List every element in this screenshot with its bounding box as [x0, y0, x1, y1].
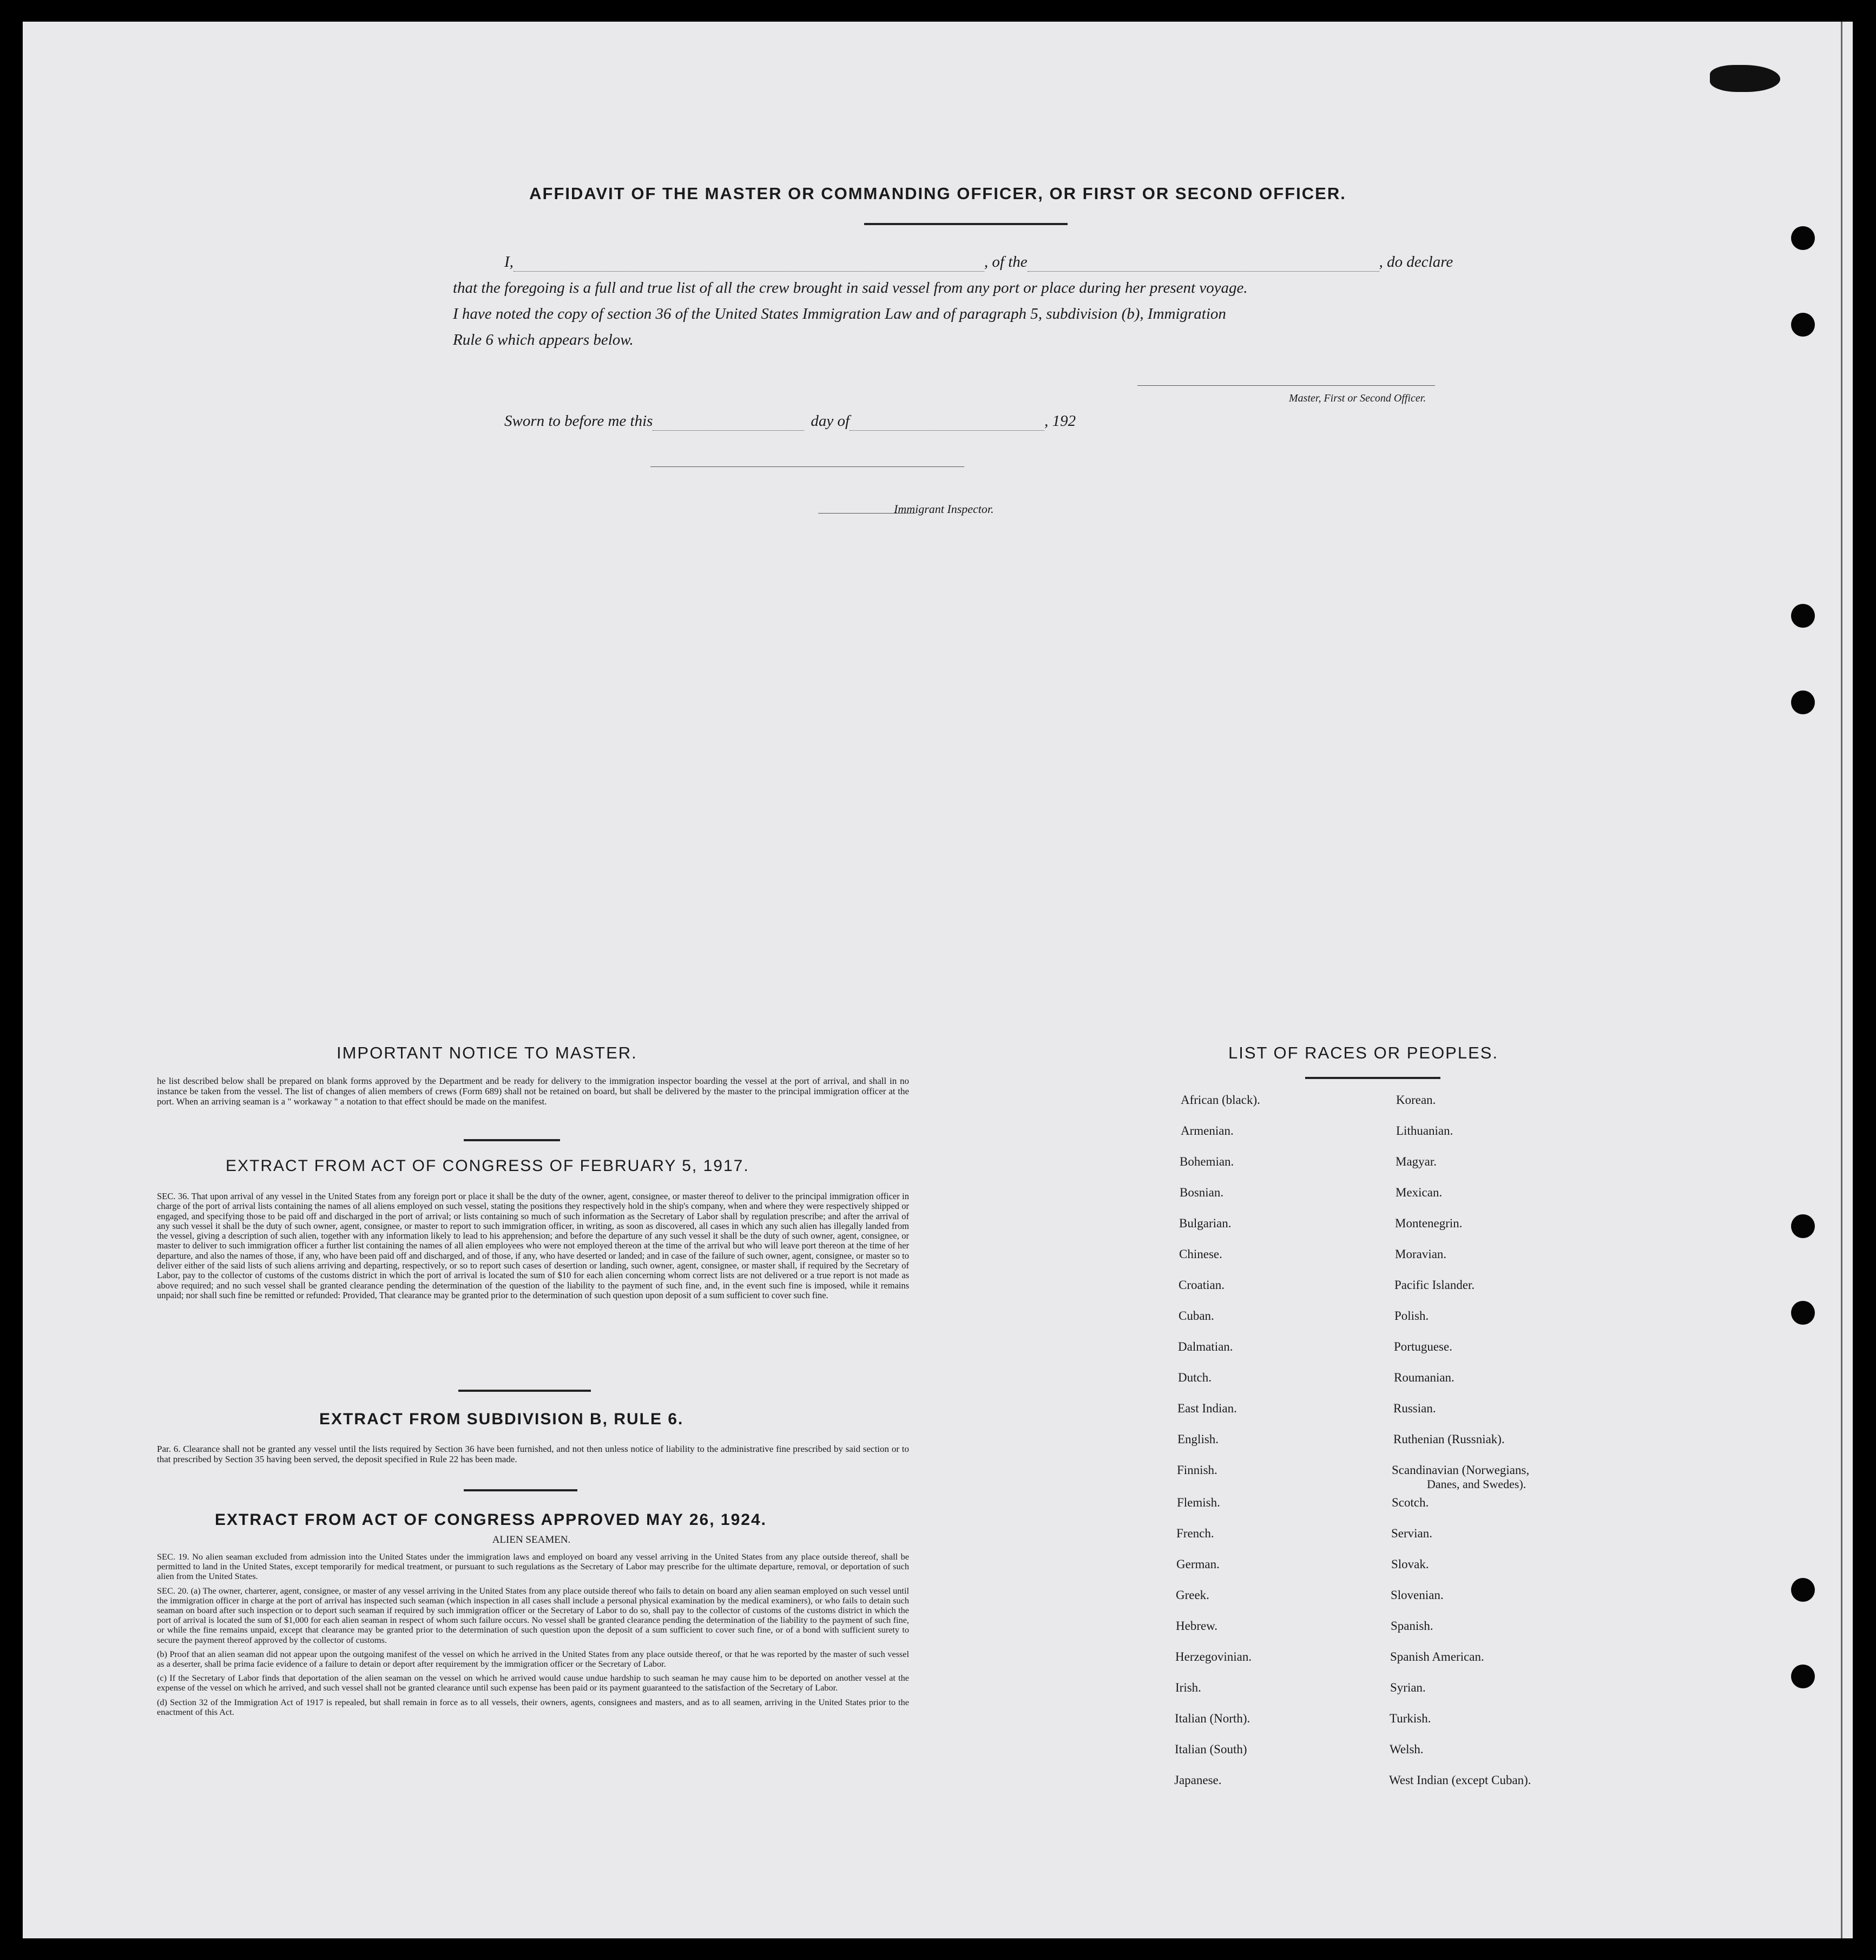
race-col1-item: Hebrew. — [1176, 1619, 1218, 1633]
race-col2-item: Slovenian. — [1391, 1588, 1444, 1602]
binder-hole — [1791, 226, 1815, 250]
race-col2-item: Ruthenian (Russniak). — [1393, 1432, 1505, 1446]
line1-end: , do declare — [1379, 253, 1453, 271]
race-col1-item: German. — [1176, 1557, 1220, 1571]
race-col2-item: Korean. — [1396, 1093, 1436, 1107]
race-col1-item: Italian (South) — [1175, 1742, 1247, 1756]
race-col2-item: Portuguese. — [1394, 1340, 1452, 1353]
races-rule — [1305, 1077, 1440, 1079]
affidavit-line-4: Rule 6 which appears below. — [453, 331, 634, 348]
race-col2-item: Scandinavian (Norwegians, — [1392, 1463, 1530, 1477]
extract-1917-text: SEC. 36. That upon arrival of any vessel in the United States from any foreign port or place it shall be the duty of the owner, agent, consignee, or master thereof to deliver to the principal immigration officer in charge of the port of arrival lists containing the names of all aliens employed on such vessel, stating the positions they respectively hold in the ship's company, when and where they were respectively shipped or engaged, and specifying those to be paid off and discharged in the port of arrival; or lists containing so much of such information as the Secretary of Labor shall by regulation prescribe; and after the arrival of any such vessel it shall be the duty of such owner, agent, consignee, or master to report to such immigration officer, in writing, as soon as discovered, all cases in which any such alien has illegally landed from the vessel, giving a description of such alien, together with any information likely to lead to his apprehension; and before the departure of any such vessel it shall be the duty of such owner, agent, consignee, or master to deliver to such immigration officer a further list containing the names of all alien employees who were not employed thereon at the time of the arrival but who will leave port thereon at the time of her departure, and also the names of those, if any, who have been paid off and discharged, and of those, if any, who have deserted or landed; and in case of the failure of such owner, agent, consignee, or master so to deliver either of the said lists of such aliens arriving and departing, respectively, or so to report such cases of desertion or landing, such owner, agent, consignee, or master shall, if required by the Secretary of Labor, pay to the collector of customs of the customs district in which the port of arrival is located the sum of $10 for each alien concerning whom correct lists are not delivered or a true report is not made as above required; and no such vessel shall be granted clearance pending the determination of the question of the liability to the payment of such fine, and, in the event such fine is imposed, while it remains unpaid; nor shall such fine be remitted or refunded: Provided, That clearance may be granted prior to the determination of such question upon deposit of a sum sufficient to cover such fine. — [157, 1191, 909, 1300]
master-signature-line[interactable] — [1137, 385, 1435, 386]
inspector-label: Immigrant Inspector. — [894, 502, 994, 516]
race-col1-item: African (black). — [1181, 1093, 1260, 1107]
race-col1-item: Bohemian. — [1180, 1155, 1234, 1168]
line1-start: I, — [504, 253, 514, 271]
race-col2-item: Slovak. — [1391, 1557, 1429, 1571]
year-text: , 192 — [1044, 412, 1076, 430]
vessel-field[interactable] — [1028, 253, 1379, 272]
extract-1917-heading: EXTRACT FROM ACT OF CONGRESS OF FEBRUARY 5, 1917. — [226, 1157, 749, 1175]
race-col2-item: West Indian (except Cuban). — [1389, 1773, 1531, 1787]
race-col2-continuation: Danes, and Swedes). — [1427, 1477, 1526, 1491]
race-col1-item: Italian (North). — [1175, 1712, 1250, 1725]
race-col2-item: Russian. — [1393, 1402, 1436, 1415]
binder-hole — [1791, 1301, 1815, 1325]
race-col2-item: Pacific Islander. — [1394, 1278, 1475, 1292]
sworn-line — [504, 412, 1076, 431]
race-col2-item: Turkish. — [1390, 1712, 1431, 1725]
race-col1-item: Bulgarian. — [1179, 1216, 1232, 1230]
rule6-text: Par. 6. Clearance shall not be granted any vessel until the lists required by Section 36 have been furnished, and not then unless notice of liability to the administrative fine prescribed by said section or to that prescribed by Section 35 having been served, the deposit specified in Rule 22 has been made. — [157, 1444, 909, 1464]
race-col2-item: Spanish American. — [1390, 1650, 1484, 1663]
ink-stain — [1710, 65, 1780, 92]
binder-hole — [1791, 604, 1815, 628]
race-col2-item: Syrian. — [1390, 1681, 1426, 1694]
race-col2-item: Scotch. — [1392, 1496, 1429, 1509]
notice-text: he list described below shall be prepared on blank forms approved by the Department and be ready for delivery to the immigration inspector boarding the vessel at the port of arrival, and shall in no instance be taken from the vessel. The list of changes of alien members of crews (Form 689) shall not be retained on board, but shall be delivered by the master to the principal immigration officer at the port. When an arriving seaman is a " workaway " a notation to that effect should be made on the manifest. — [157, 1076, 909, 1107]
race-col2-item: Polish. — [1394, 1309, 1429, 1323]
master-signature-label: Master, First or Second Officer. — [1289, 392, 1426, 404]
binder-hole — [1791, 1214, 1815, 1238]
heading-rule — [864, 223, 1068, 225]
race-col1-item: Herzegovinian. — [1175, 1650, 1252, 1663]
extract-1924-text — [157, 1552, 909, 1717]
race-col1-item: Bosnian. — [1180, 1186, 1224, 1199]
binder-hole — [1791, 690, 1815, 714]
race-col1-item: French. — [1176, 1527, 1214, 1540]
race-col1-item: East Indian. — [1177, 1402, 1237, 1415]
binder-hole — [1791, 1665, 1815, 1688]
race-col1-item: English. — [1177, 1432, 1219, 1446]
race-col1-item: Croatian. — [1179, 1278, 1225, 1292]
race-col1-item: Cuban. — [1179, 1309, 1214, 1323]
race-col1-item: Chinese. — [1179, 1247, 1222, 1261]
race-col2-item: Servian. — [1391, 1527, 1433, 1540]
sec-20b: (b) Proof that an alien seaman did not appear upon the outgoing manifest of the vessel on which he arrived in the United States from any place outside thereof, or that he was reported by the master of such vessel as a deserter, shall be prima facie evidence of a failure to detain or deport after requirement by the immigration officer or the Secretary of Labor. — [157, 1648, 909, 1669]
extract-1924-heading: EXTRACT FROM ACT OF CONGRESS APPROVED MAY 26, 1924. — [215, 1511, 767, 1529]
races-heading: LIST OF RACES OR PEOPLES. — [1228, 1043, 1499, 1062]
race-col1-item: Dutch. — [1178, 1371, 1212, 1384]
sec-20c: (c) If the Secretary of Labor finds that deportation of the alien seaman on the vessel on which he arrived would cause undue hardship to such seaman he may cause him to be deported on another vessel at the expense of the vessel on which he arrived, and such vessel shall not be granted clearance until such expense has been paid or its payment guaranteed to the satisfaction of the Secretary of Labor. — [157, 1673, 909, 1693]
document-page — [23, 22, 1853, 1938]
notice-rule — [464, 1139, 560, 1141]
race-col1-item: Irish. — [1175, 1681, 1201, 1694]
race-col2-item: Mexican. — [1396, 1186, 1443, 1199]
sworn-text: Sworn to before me this — [504, 412, 653, 430]
race-col2-item: Lithuanian. — [1396, 1124, 1453, 1137]
affidavit-line-3: I have noted the copy of section 36 of the United States Immigration Law and of paragraph 5, subdivision (b), Immigration — [453, 305, 1226, 323]
race-col1-item: Flemish. — [1177, 1496, 1220, 1509]
extract-1917-rule — [458, 1390, 591, 1392]
race-col2-item: Spanish. — [1391, 1619, 1433, 1633]
race-col1-item: Japanese. — [1174, 1773, 1222, 1787]
right-edge-line — [1841, 22, 1842, 1938]
rule6-heading: EXTRACT FROM SUBDIVISION B, RULE 6. — [319, 1410, 684, 1428]
binder-hole — [1791, 313, 1815, 337]
notice-heading: IMPORTANT NOTICE TO MASTER. — [337, 1043, 637, 1062]
day-of-text: day of — [811, 412, 850, 430]
line1-of: , of the — [984, 253, 1028, 271]
race-col1-item: Greek. — [1176, 1588, 1209, 1602]
race-col1-item: Finnish. — [1177, 1463, 1217, 1477]
affidavit-line-1 — [504, 253, 1453, 272]
inspector-signature-line[interactable] — [650, 466, 964, 467]
rule6-rule — [464, 1489, 577, 1491]
race-col2-item: Roumanian. — [1394, 1371, 1454, 1384]
affidavit-heading: AFFIDAVIT OF THE MASTER OR COMMANDING OFFICER, OR FIRST OR SECOND OFFICER. — [529, 184, 1346, 203]
sec-19: SEC. 19. No alien seaman excluded from admission into the United States under the immigration laws and employed on board any vessel arriving in the United States from any place outside thereof, shall be permitted to land in the United States, except temporarily for medical treatment, or pursuant to such regulations as the Secretary of Labor may prescribe for the ultimate departure, removal, or deportation of such alien from the United States. — [157, 1551, 909, 1582]
sworn-month-field[interactable] — [850, 412, 1044, 431]
race-col2-item: Magyar. — [1396, 1155, 1437, 1168]
affidavit-line-2: that the foregoing is a full and true list of all the crew brought in said vessel from any port or place during her present voyage. — [453, 279, 1248, 297]
alien-seamen-subheading: ALIEN SEAMEN. — [492, 1534, 571, 1545]
sec-20d: (d) Section 32 of the Immigration Act of 1917 is repealed, but shall remain in force as to all vessels, their owners, agents, consignees and masters, and as to all seamen, arriving in the United States prior to the enactment of this Act. — [157, 1696, 909, 1717]
race-col1-item: Armenian. — [1181, 1124, 1234, 1137]
race-col2-item: Welsh. — [1390, 1742, 1424, 1756]
race-col2-item: Montenegrin. — [1395, 1216, 1463, 1230]
race-col2-item: Moravian. — [1395, 1247, 1447, 1261]
race-col1-item: Dalmatian. — [1178, 1340, 1233, 1353]
sec-20a: SEC. 20. (a) The owner, charterer, agent, consignee, or master of any vessel arriving in the United States from any place outside thereof who fails to detain on board any alien seaman employed on such vessel until the immigration officer in charge at the port of arrival has inspected such seaman (which inspection in all cases shall include a personal physical examination by the medical examiners), or who fails to detain such seaman on board after such inspection or to deport such seaman if required by such immigration officer or the Secretary of Labor to do so, shall pay to the collector of customs of the customs district in which the port of arrival is located the sum of $1,000 for each alien seaman in respect of whom such failure occurs. No vessel shall be granted clearance pending the determination of the liability to the payment of such fine, or while the fine remains unpaid, except that clearance may be granted prior to the determination of such question upon the deposit of a sum sufficient to cover such fine, or of a bond with sufficient surety to secure the payment thereof approved by the collector of customs. — [157, 1585, 909, 1645]
binder-hole — [1791, 1578, 1815, 1602]
sworn-day-field[interactable] — [653, 412, 804, 431]
name-field[interactable] — [514, 253, 984, 272]
